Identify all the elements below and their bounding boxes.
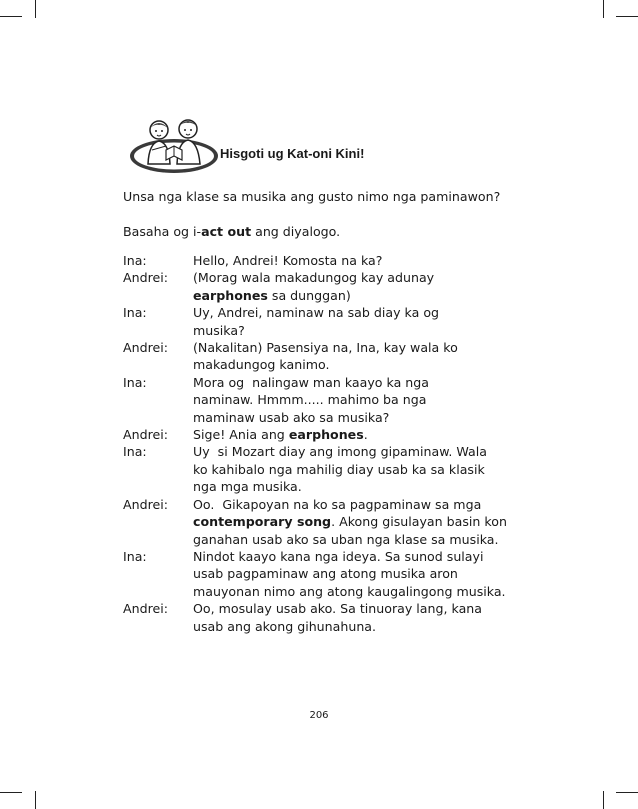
crop-mark-top-right <box>616 16 638 17</box>
speech-segment: Uy, Andrei, naminaw na sab diay ka og <box>193 305 440 321</box>
crop-mark-bottom-right-v <box>603 791 604 809</box>
dialogue-turn <box>123 426 543 443</box>
speech-segment: . <box>363 427 368 443</box>
instruction-line <box>123 224 340 240</box>
speech-segment: Hello, Andrei! Komosta na ka? <box>193 253 383 268</box>
guiding-question: Unsa nga klase sa musika ang gusto nimo nga paminawon? <box>123 189 501 204</box>
emphasized-term: earphones <box>193 287 268 303</box>
crop-mark-bottom-left-v <box>35 791 36 809</box>
speaker-name: Ina: <box>123 305 147 321</box>
speech-text <box>193 374 543 426</box>
speech-segment: sa dunggan) <box>267 287 351 303</box>
activity-title: Hisgoti ug Kat-oni Kini! <box>220 146 365 161</box>
dialogue-turn <box>123 443 543 495</box>
crop-mark-top-left-v <box>35 0 36 18</box>
speech-line <box>193 548 543 565</box>
speech-line <box>193 496 543 513</box>
children-reading-icon <box>128 116 220 180</box>
speech-text <box>193 252 543 269</box>
speech-line <box>193 565 543 582</box>
speech-line <box>193 322 543 339</box>
speech-text <box>193 426 543 443</box>
crop-mark-top-right-v <box>603 0 604 18</box>
speech-segment: nga mga musika. <box>193 479 302 495</box>
crop-mark-top-left <box>0 16 22 17</box>
speech-segment: makadungog kanimo. <box>193 357 330 373</box>
dialogue-turn <box>123 548 543 600</box>
speech-segment: usab pagpaminaw ang atong musika aron <box>193 566 458 582</box>
speech-line <box>193 391 543 408</box>
speech-segment: ganahan usab ako sa uban nga klase sa musika. <box>193 531 499 547</box>
instruction-text: Basaha og i- <box>123 224 202 239</box>
speech-segment: Mora og nalingaw man kaayo ka nga <box>193 374 429 390</box>
dialogue-turn <box>123 374 543 426</box>
speech-segment: (Morag wala makadungog kay adunay <box>193 270 435 286</box>
emphasized-term: contemporary song <box>193 514 332 530</box>
dialogue-turn <box>123 269 543 304</box>
dialogue-turn <box>123 496 543 548</box>
speech-text <box>193 548 543 600</box>
speech-line <box>193 287 543 304</box>
speaker-name: Ina: <box>123 253 147 268</box>
crop-mark-bottom-left <box>0 792 22 793</box>
speaker-name: Andrei: <box>123 496 168 512</box>
dialogue-turn <box>123 600 543 635</box>
speech-line <box>193 478 543 495</box>
speaker-name: Ina: <box>123 444 147 460</box>
page-number: 206 <box>309 710 329 721</box>
speech-text <box>193 443 543 495</box>
speech-line <box>193 409 543 426</box>
speech-segment: naminaw. Hmmm..... mahimo ba nga <box>193 392 427 408</box>
speech-line <box>193 356 543 373</box>
dialogue-turn <box>123 252 543 269</box>
dialogue-turn <box>123 339 543 374</box>
speech-line <box>193 304 543 321</box>
speech-segment: Uy si Mozart diay ang imong gipaminaw. Wala <box>193 444 487 460</box>
speech-text <box>193 496 543 548</box>
speech-line <box>193 443 543 460</box>
instruction-text-end: ang diyalogo. <box>251 224 341 239</box>
speech-line <box>193 252 543 269</box>
speech-segment: Nindot kaayo kana nga ideya. Sa sunod sulayi <box>193 548 484 564</box>
speech-line <box>193 426 543 443</box>
speech-segment: . Akong gisulayan basin kon <box>331 514 507 530</box>
speech-segment: ko kahibalo nga mahilig diay usab ka sa klasik <box>193 461 485 477</box>
speech-segment: usab ang akong gihunahuna. <box>193 618 377 634</box>
speech-segment: mauyonan nimo ang atong kaugalingong musika. <box>193 583 506 599</box>
speech-text <box>193 339 543 374</box>
speech-segment: Sige! Ania ang <box>193 427 289 443</box>
speaker-name: Andrei: <box>123 601 168 617</box>
speaker-name: Ina: <box>123 548 147 564</box>
speech-line <box>193 269 543 286</box>
speaker-name: Andrei: <box>123 340 168 356</box>
dialogue-turn <box>123 304 543 339</box>
speech-segment: Oo, mosulay usab ako. Sa tinuoray lang, kana <box>193 601 482 617</box>
speech-text <box>193 600 543 635</box>
crop-mark-bottom-right <box>616 792 638 793</box>
speech-line <box>193 513 543 530</box>
emphasized-term: earphones <box>288 427 364 443</box>
speaker-name: Andrei: <box>123 270 168 286</box>
speaker-name: Ina: <box>123 374 147 390</box>
speech-segment: musika? <box>193 322 245 338</box>
speech-line <box>193 583 543 600</box>
dialogue <box>123 252 543 635</box>
instruction-emphasis: act out <box>201 224 252 239</box>
speech-line <box>193 461 543 478</box>
speech-line <box>193 374 543 391</box>
speech-line <box>193 339 543 356</box>
speech-line <box>193 531 543 548</box>
speech-line <box>193 618 543 635</box>
speaker-name: Andrei: <box>123 427 168 443</box>
speech-line <box>193 600 543 617</box>
activity-heading <box>128 116 428 176</box>
speech-text <box>193 304 543 339</box>
speech-text <box>193 269 543 304</box>
speech-segment: maminaw usab ako sa musika? <box>193 409 390 425</box>
speech-segment: (Nakalitan) Pasensiya na, Ina, kay wala ko <box>193 340 458 356</box>
speech-segment: Oo. Gikapoyan na ko sa pagpaminaw sa mga <box>193 496 482 512</box>
